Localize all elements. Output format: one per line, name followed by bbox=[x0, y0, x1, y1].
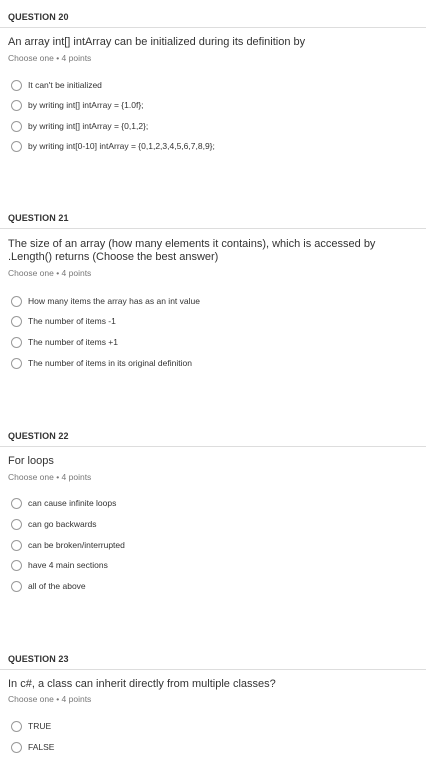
answer-option[interactable] bbox=[11, 496, 116, 510]
answer-option-label: The number of items -1 bbox=[28, 316, 116, 326]
answer-option-label: It can't be initialized bbox=[28, 80, 102, 90]
answer-option-label: How many items the array has as an int value bbox=[28, 296, 200, 306]
question-divider bbox=[0, 228, 426, 229]
answer-option[interactable] bbox=[11, 517, 97, 531]
radio-button-icon[interactable] bbox=[11, 337, 22, 348]
radio-button-icon[interactable] bbox=[11, 121, 22, 132]
radio-button-icon[interactable] bbox=[11, 519, 22, 530]
radio-button-icon[interactable] bbox=[11, 100, 22, 111]
radio-button-icon[interactable] bbox=[11, 296, 22, 307]
question-meta: Choose one • 4 points bbox=[8, 694, 92, 704]
question-divider bbox=[0, 27, 426, 28]
radio-button-icon[interactable] bbox=[11, 742, 22, 753]
answer-option[interactable] bbox=[11, 558, 108, 572]
answer-option-label: can be broken/interrupted bbox=[28, 540, 125, 550]
question-text: In c#, a class can inherit directly from multiple classes? bbox=[8, 678, 276, 690]
question-meta: Choose one • 4 points bbox=[8, 472, 92, 482]
question-divider bbox=[0, 446, 426, 447]
question-meta: Choose one • 4 points bbox=[8, 53, 92, 63]
question-number: QUESTION 21 bbox=[8, 213, 69, 223]
answer-option[interactable] bbox=[11, 294, 200, 308]
answer-option[interactable] bbox=[11, 538, 125, 552]
radio-button-icon[interactable] bbox=[11, 80, 22, 91]
radio-button-icon[interactable] bbox=[11, 560, 22, 571]
question-meta: Choose one • 4 points bbox=[8, 268, 92, 278]
answer-option[interactable] bbox=[11, 740, 54, 754]
answer-option-label: by writing int[] intArray = {1.0f}; bbox=[28, 100, 144, 110]
radio-button-icon[interactable] bbox=[11, 141, 22, 152]
answer-option-label: by writing int[0-10] intArray = {0,1,2,3,4,5,6,7,8,9}; bbox=[28, 141, 215, 151]
answer-option-label: can go backwards bbox=[28, 519, 97, 529]
answer-option-label: by writing int[] intArray = {0,1,2}; bbox=[28, 121, 149, 131]
answer-option-label: can cause infinite loops bbox=[28, 498, 117, 508]
answer-option[interactable] bbox=[11, 78, 102, 92]
answer-option-label: The number of items in its original definition bbox=[28, 358, 192, 368]
answer-option[interactable] bbox=[11, 139, 215, 153]
question-number: QUESTION 22 bbox=[8, 431, 69, 441]
radio-button-icon[interactable] bbox=[11, 540, 22, 551]
radio-button-icon[interactable] bbox=[11, 358, 22, 369]
question-text: The size of an array (how many elements it contains), which is accessed by .Length() returns (Choose the best answer) bbox=[8, 238, 376, 263]
answer-option[interactable] bbox=[11, 719, 51, 733]
radio-button-icon[interactable] bbox=[11, 316, 22, 327]
answer-option[interactable] bbox=[11, 119, 148, 133]
question-number: QUESTION 23 bbox=[8, 654, 69, 664]
answer-option[interactable] bbox=[11, 314, 116, 328]
question-divider bbox=[0, 669, 426, 670]
question-number: QUESTION 20 bbox=[8, 12, 69, 22]
answer-option-label: TRUE bbox=[28, 721, 52, 731]
question-text: For loops bbox=[8, 455, 54, 467]
answer-option[interactable] bbox=[11, 356, 192, 370]
answer-option[interactable] bbox=[11, 98, 144, 112]
radio-button-icon[interactable] bbox=[11, 498, 22, 509]
answer-option-label: have 4 main sections bbox=[28, 560, 108, 570]
answer-option[interactable] bbox=[11, 335, 118, 349]
radio-button-icon[interactable] bbox=[11, 581, 22, 592]
radio-button-icon[interactable] bbox=[11, 721, 22, 732]
answer-option-label: FALSE bbox=[28, 742, 55, 752]
answer-option-label: The number of items +1 bbox=[28, 337, 119, 347]
question-text: An array int[] intArray can be initialized during its definition by bbox=[8, 36, 306, 48]
answer-option[interactable] bbox=[11, 579, 86, 593]
answer-option-label: all of the above bbox=[28, 581, 86, 591]
